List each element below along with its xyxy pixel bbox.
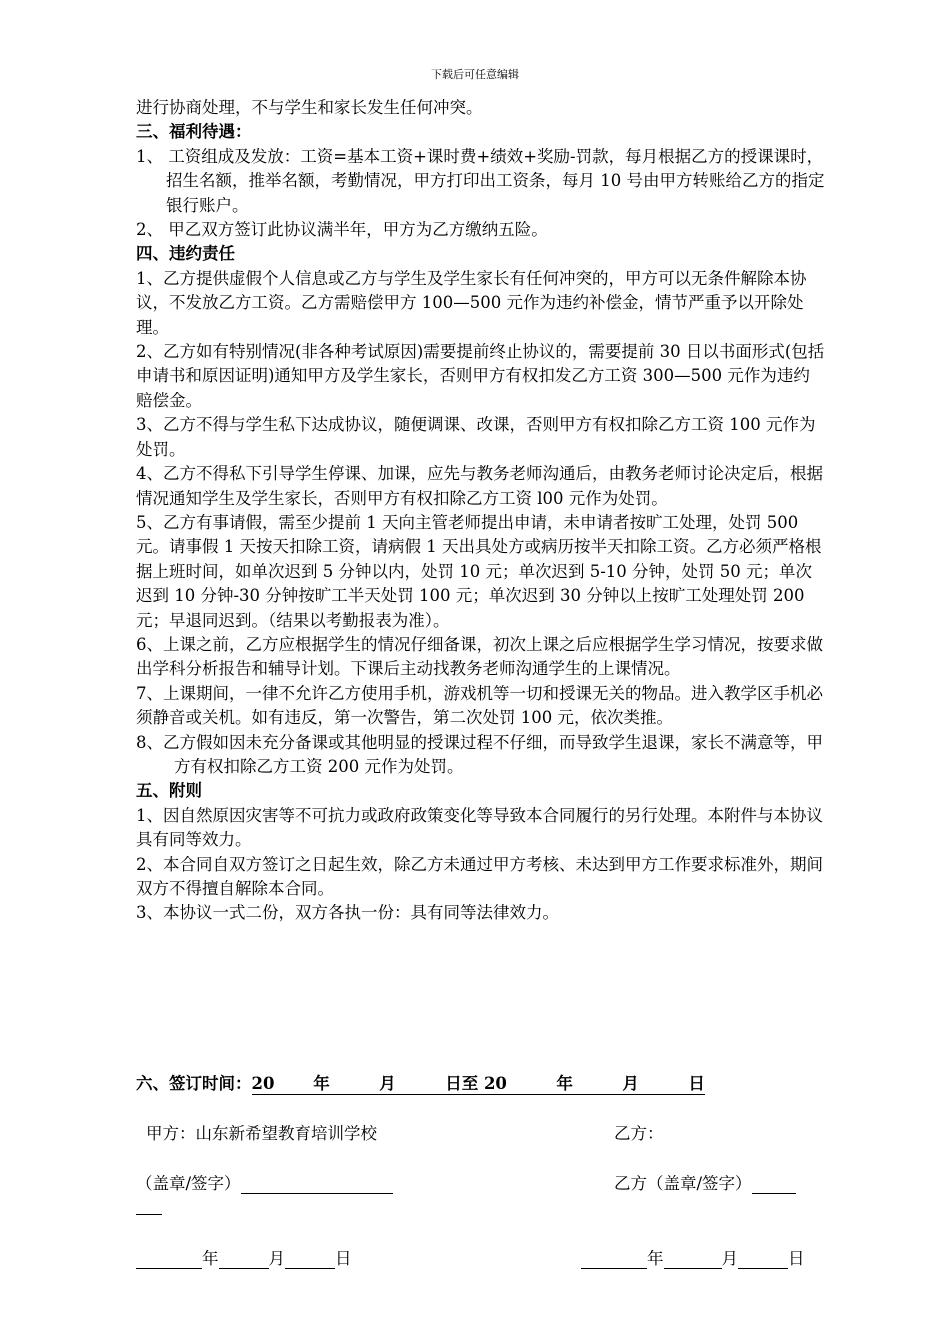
signing-date-text: 20 年 月 日至 20 年 月 日	[252, 1070, 705, 1095]
party-a-day-label: 日	[335, 1249, 352, 1268]
party-b-month-label: 月	[721, 1249, 738, 1268]
paragraph-continuation: 进行协商处理，不与学生和家长发生任何冲突。	[136, 98, 483, 117]
party-b-label: 乙方：	[614, 1124, 664, 1143]
party-b-signature-line	[752, 1175, 796, 1194]
party-b-signature-line-continued	[136, 1196, 162, 1215]
signing-title: 六、签订时间：	[136, 1074, 252, 1093]
clause-salary: 1、 工资组成及发放：工资=基本工资+课时费+绩效+奖励-罚款，每月根据乙方的授课课时，招生名额，推举名额，考勤情况，甲方打印出工资条，每月 10 号由甲方转账给乙方的指定银行账户。	[136, 146, 825, 215]
page-header: 下载后可任意编辑	[431, 68, 519, 81]
section-heading-benefits: 三、福利待遇：	[136, 122, 252, 142]
party-a-year-label: 年	[202, 1249, 219, 1268]
document-body	[136, 96, 826, 926]
party-a-signature-line	[241, 1175, 393, 1194]
clause-breach-2: 2、乙方如有特别情况(非各种考试原因)需要提前终止协议的，需要提前 30 日以书面形式(包括申请书和原因证明)通知甲方及学生家长，否则甲方有权扣发乙方工资 300—500 元作为违约赔偿金。	[136, 342, 825, 410]
party-a-year-blank	[136, 1250, 202, 1269]
clause-appendix-3: 3、本协议一式二份，双方各执一份：具有同等法律效力。	[136, 903, 559, 923]
clause-insurance: 2、 甲乙双方签订此协议满半年，甲方为乙方缴纳五险。	[136, 220, 548, 240]
party-b-day-blank	[738, 1250, 788, 1269]
signing-date-row	[136, 1070, 705, 1095]
party-a-month-blank	[219, 1250, 269, 1269]
party-b-seal-label: 乙方（盖章/签字）	[614, 1174, 752, 1193]
clause-breach-5: 5、乙方有事请假，需至少提前 1 天向主管老师提出申请，未申请者按旷工处理，处罚 500 元。请事假 1 天按天扣除工资，请病假 1 天出具处方或病历按半天扣除工资。乙方必须严格根据上班时间，如单次迟到 5 分钟以内，处罚 10 元；单次迟到 5-10 分钟，处罚 50 元；单次迟到 10 分钟-30 分钟按旷工半天处罚 100 元；单次迟到 30 分钟以上按旷工处理处罚 200 元；早退同迟到。（结果以考勤报表为准）。	[136, 512, 822, 630]
section-heading-appendix: 五、附则	[136, 781, 202, 801]
clause-appendix-1: 1、因自然原因灾害等不可抗力或政府政策变化等导致本合同履行的另行处理。本附件与本协议具有同等效力。	[136, 805, 823, 850]
clause-breach-3: 3、乙方不得与学生私下达成协议，随便调课、改课，否则甲方有权扣除乙方工资 100 元作为处罚。	[136, 415, 816, 459]
party-a-month-label: 月	[268, 1249, 285, 1268]
party-a-seal-row	[136, 1170, 393, 1194]
party-b-seal-row	[614, 1170, 796, 1194]
party-b-signature-line-wrap	[136, 1196, 162, 1215]
clause-breach-4: 4、乙方不得私下引导学生停课、加课，应先与教务老师沟通后，由教务老师讨论决定后，根据情况通知学生及学生家长，否则甲方有权扣除乙方工资 l00 元作为处罚。	[136, 464, 823, 508]
clause-breach-6: 6、上课之前，乙方应根据学生的情况仔细备课，初次上课之后应根据学生学习情况，按要求做出学科分析报告和辅导计划。下课后主动找教务老师沟通学生的上课情况。	[136, 634, 823, 679]
party-b-date-row	[581, 1245, 805, 1269]
party-a-label: 甲方：山东新希望教育培训学校	[146, 1124, 377, 1143]
party-a-seal-label: （盖章/签字）	[136, 1174, 241, 1193]
clause-breach-8: 8、乙方假如因未充分备课或其他明显的授课过程不仔细，而导致学生退课，家长不满意等，甲方有权扣除乙方工资 200 元作为处罚。	[136, 732, 823, 776]
party-a-date-row	[136, 1245, 352, 1269]
party-b-month-blank	[664, 1250, 722, 1269]
party-b-year-label: 年	[647, 1249, 664, 1268]
section-heading-breach: 四、违约责任	[136, 244, 235, 264]
party-b-day-label: 日	[788, 1249, 805, 1268]
clause-breach-7: 7、上课期间，一律不允许乙方使用手机，游戏机等一切和授课无关的物品。进入教学区手机必须静音或关机。如有违反，第一次警告，第二次处罚 100 元，依次类推。	[136, 683, 823, 728]
clause-appendix-2: 2、本合同自双方签订之日起生效，除乙方未通过甲方考核、未达到甲方工作要求标准外，期间双方不得擅自解除本合同。	[136, 854, 823, 898]
clause-breach-1: 1、乙方提供虚假个人信息或乙方与学生及学生家长有任何冲突的，甲方可以无条件解除本协议，不发放乙方工资。乙方需赔偿甲方 100—500 元作为违约补偿金，情节严重予以开除处理。	[136, 268, 807, 337]
party-a-day-blank	[285, 1250, 335, 1269]
party-b-year-blank	[581, 1250, 647, 1269]
